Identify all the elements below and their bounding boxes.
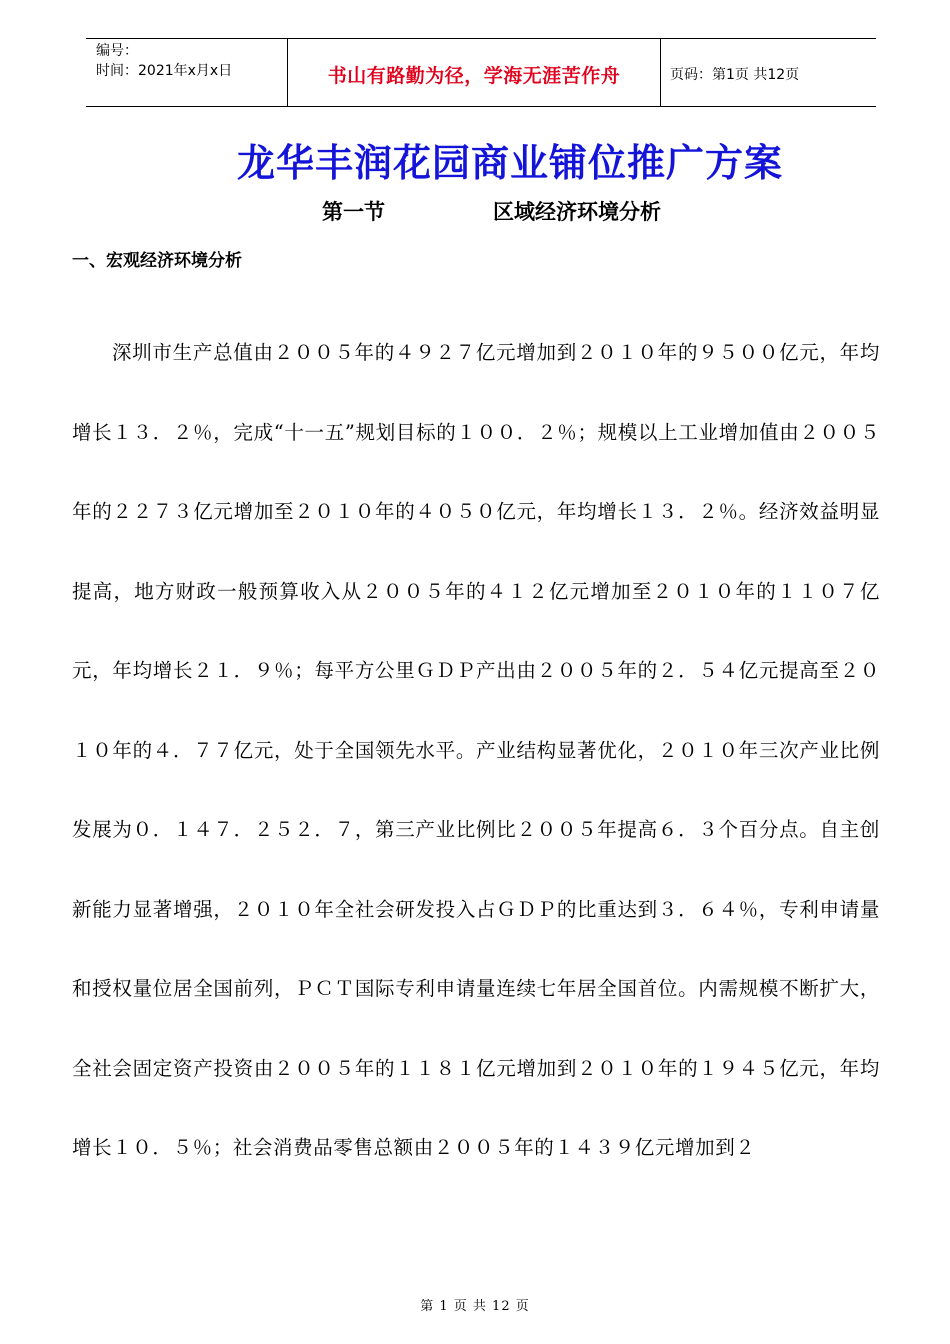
section-title: 区域经济环境分析 (493, 199, 661, 224)
header-motto: 书山有路勤为径，学海无涯苦作舟 (327, 65, 621, 87)
body-paragraph: 深圳市生产总值由２００５年的４９２７亿元增加到２０１０年的９５００亿元，年均增长１３．２％，完成“十一五”规划目标的１００．２％；规模以上工业增加值由２００５年的２２７３亿元增加至２０１０年的４０５０亿元，年均增长１３．２％。经济效益明显提高，地方财政一般预算收入从２００５年的４１２亿元增加至２０１０年的１１０７亿元，年均增长２１．９％；每平方公里ＧＤＰ产出由２００５年的２．５４亿元提高至２０１０年的４．７７亿元，处于全国领先水平。产业结构显著优化，２０１０年三次产业比例发展为０．１４７．２５２．７，第三产业比例比２００５年提高６．３个百分点。自主创新能力显著增强，２０１０年全社会研发投入占ＧＤＰ的比重达到３．６４％，专利申请量和授权量位居全国前列，ＰＣＴ国际专利申请量连续七年居全国首位。内需规模不断扩大，全社会固定资产投资由２００５年的１１８１亿元增加到２０１０年的１９４５亿元，年均增长１０．５％；社会消费品零售总额由２００５年的１４３９亿元增加到２ (72, 341, 880, 1159)
page-footer: 第 1 页 共 12 页 (420, 1299, 530, 1314)
section-number: 第一节 (322, 199, 385, 224)
subheading: 一、宏观经济环境分析 (72, 251, 242, 271)
header-divider (660, 39, 661, 106)
header-page-info: 页码：第1页 共12页 (670, 67, 800, 83)
time-label: 时间：2021年x月x日 (96, 63, 233, 79)
page-header (86, 38, 876, 107)
document-title: 龙华丰润花园商业铺位推广方案 (236, 140, 783, 185)
header-meta (96, 41, 232, 81)
serial-label: 编号： (96, 43, 138, 59)
